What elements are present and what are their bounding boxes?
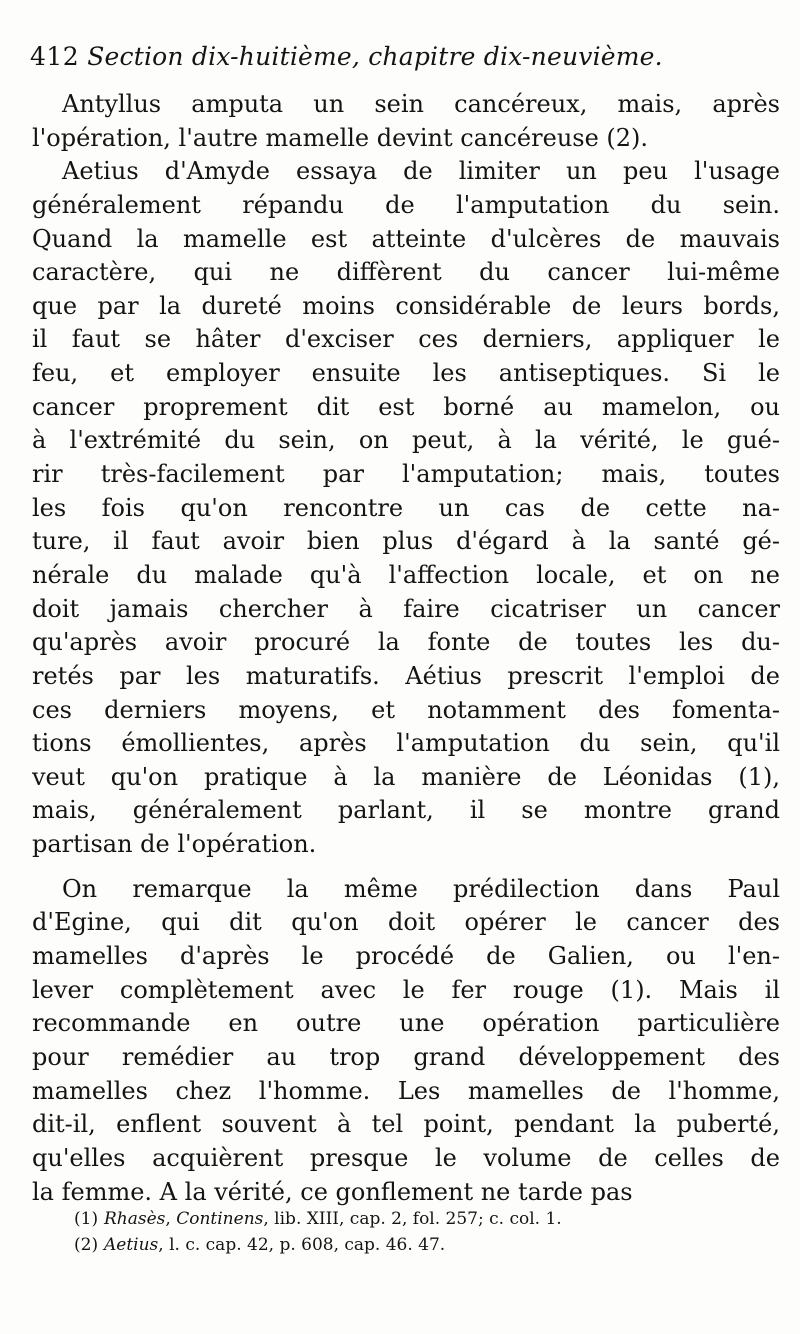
text-line: mamelles chez l'homme. Les mamelles de l'homme, <box>32 1076 780 1105</box>
text-line: retés par les maturatifs. Aétius prescrit l'emploi de <box>32 661 780 690</box>
text-line: Aetius d'Amyde essaya de limiter un peu l'usage <box>62 157 780 186</box>
footnote-author: Aetius <box>104 1235 159 1255</box>
footnote <box>74 1232 754 1258</box>
text-line: que par la dureté moins considérable de leurs bords, <box>32 291 780 320</box>
footnote <box>74 1206 754 1232</box>
text-line: rir très-facilement par l'amputation; mais, toutes <box>32 460 780 489</box>
footnote-reference: , l. c. cap. 42, p. 608, cap. 46. 47. <box>158 1235 446 1255</box>
footnote-marker: (2) <box>74 1235 99 1255</box>
text-line: lever complètement avec le fer rouge (1). Mais il <box>32 975 780 1004</box>
text-line: partisan de l'opération. <box>32 830 317 859</box>
text-line: il faut se hâter d'exciser ces derniers, appliquer le <box>32 325 780 354</box>
text-line: dit-il, enflent souvent à tel point, pendant la puberté, <box>32 1110 780 1139</box>
paragraph <box>32 88 780 155</box>
footnote-separator: , <box>165 1209 177 1229</box>
text-line: nérale du malade qu'à l'affection locale, et on ne <box>32 560 780 589</box>
text-line: l'opération, l'autre mamelle devint cancéreuse (2). <box>32 123 649 152</box>
text-line: pour remédier au trop grand développement des <box>32 1042 780 1071</box>
text-line: Quand la mamelle est atteinte d'ulcères de mauvais <box>32 224 780 253</box>
text-line: tions émollientes, après l'amputation du sein, qu'il <box>32 729 780 758</box>
paragraph-gap <box>32 862 780 873</box>
body-text <box>32 88 780 1209</box>
footnote-author: Rhasès <box>104 1209 166 1229</box>
text-line: feu, et employer ensuite les antiseptiques. Si le <box>32 359 780 388</box>
footnotes <box>74 1206 754 1258</box>
footnote-reference: , lib. XIII, cap. 2, fol. 257; c. col. 1. <box>263 1209 562 1229</box>
text-line: les fois qu'on rencontre un cas de cette na- <box>32 493 780 522</box>
footnote-marker: (1) <box>74 1209 99 1229</box>
text-line: généralement répandu de l'amputation du sein. <box>32 190 780 219</box>
text-line: ces derniers moyens, et notamment des fomenta- <box>32 695 780 724</box>
footnote-work: Continens <box>176 1209 264 1229</box>
running-head <box>30 42 780 80</box>
running-head-title: Section dix-huitième, chapitre dix-neuvième. <box>87 42 663 71</box>
text-line: mamelles d'après le procédé de Galien, ou l'en- <box>32 942 780 971</box>
text-line: recommande en outre une opération particulière <box>32 1009 780 1038</box>
text-line: mais, généralement parlant, il se montre grand <box>32 796 780 825</box>
text-line: cancer proprement dit est borné au mamelon, ou <box>32 392 780 421</box>
paragraph <box>32 155 780 861</box>
text-line: On remarque la même prédilection dans Paul <box>62 874 780 903</box>
text-line: doit jamais chercher à faire cicatriser un cancer <box>32 594 780 623</box>
text-line: d'Egine, qui dit qu'on doit opérer le cancer des <box>32 908 780 937</box>
text-line: qu'elles acquièrent presque le volume de celles de <box>32 1143 780 1172</box>
text-line: Antyllus amputa un sein cancéreux, mais, après <box>62 90 780 118</box>
text-line: caractère, qui ne diffèrent du cancer lui-même <box>32 258 780 287</box>
text-line: qu'après avoir procuré la fonte de toutes les du- <box>32 628 780 657</box>
text-line: à l'extrémité du sein, on peut, à la vérité, le gué- <box>32 426 780 455</box>
page-number: 412 <box>30 42 80 71</box>
text-line: veut qu'on pratique à la manière de Léonidas (1), <box>32 762 780 791</box>
text-line: ture, il faut avoir bien plus d'égard à la santé gé- <box>32 527 780 556</box>
paragraph <box>32 873 780 1209</box>
text-line: la femme. A la vérité, ce gonflement ne tarde pas <box>32 1177 633 1206</box>
